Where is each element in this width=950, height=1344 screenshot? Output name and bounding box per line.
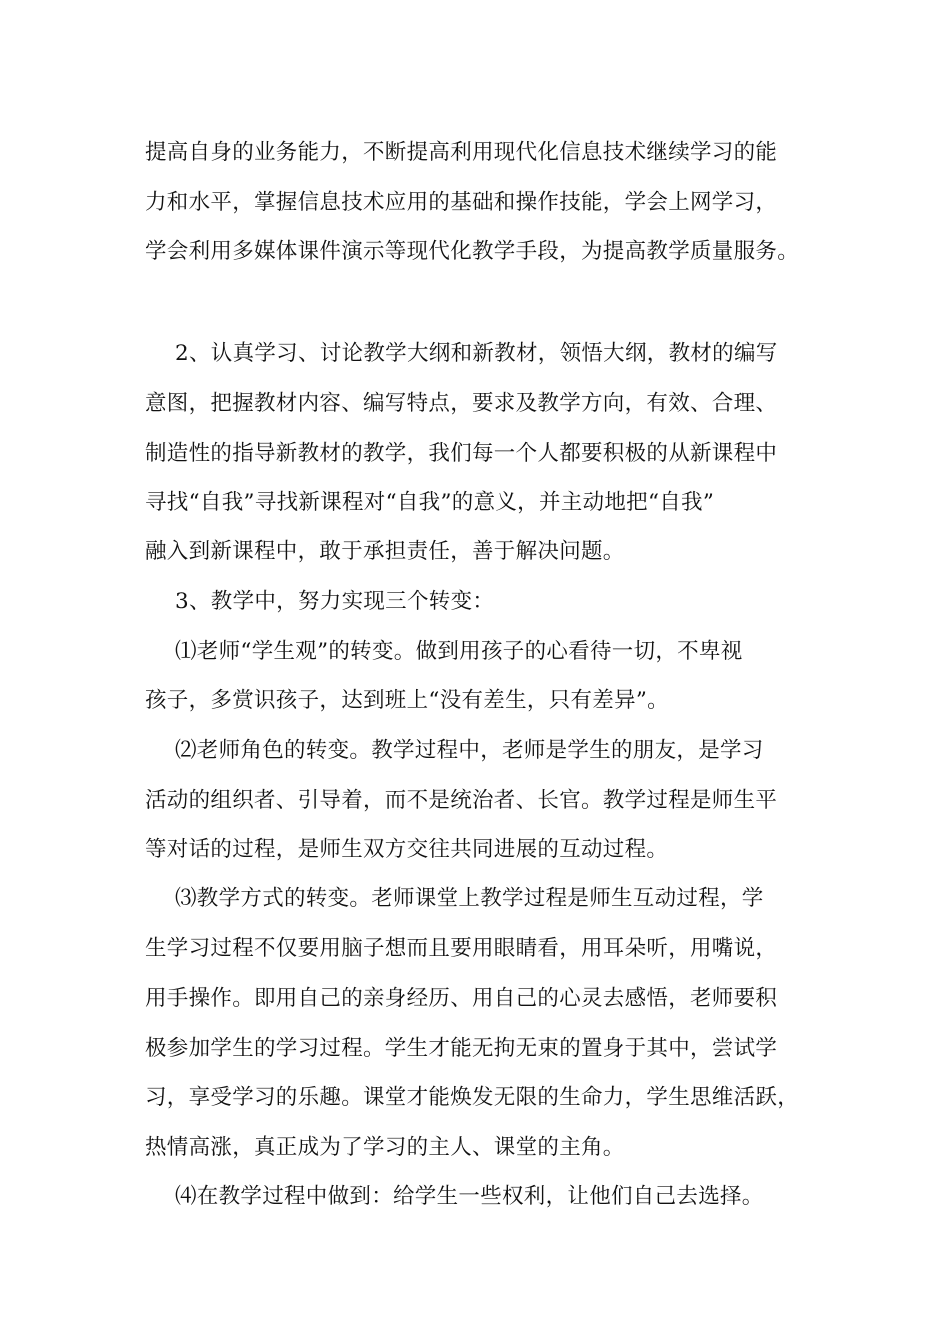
text-line: 2、认真学习、讨论教学大纲和新教材，领悟大纲，教材的编写 [175,341,778,366]
text-line: 活动的组织者、引导着，而不是统治者、长官。教学过程是师生平 [145,788,778,813]
text-line: 融入到新课程中，敢于承担责任，善于解决问题。 [145,539,625,564]
text-line: 制造性的指导新教材的教学，我们每一个人都要积极的从新课程中 [145,441,778,466]
text-line: 用手操作。即用自己的亲身经历、用自己的心灵去感悟，老师要积 [145,986,778,1011]
text-line: 热情高涨，真正成为了学习的主人、课堂的主角。 [145,1135,625,1160]
text-line: 提高自身的业务能力，不断提高利用现代化信息技术继续学习的能 [145,140,778,165]
text-line: 孩子，多赏识孩子，达到班上“没有差生，只有差异”。 [145,688,669,713]
text-line: 力和水平，掌握信息技术应用的基础和操作技能，学会上网学习， [145,190,778,215]
text-line: 极参加学生的学习过程。学生才能无拘无束的置身于其中，尝试学 [145,1036,778,1061]
text-line: 等对话的过程，是师生双方交往共同进展的互动过程。 [145,837,669,862]
text-line: 寻找“自我”寻找新课程对“自我”的意义，并主动地把“自我” [145,490,715,515]
text-line: 习，享受学习的乐趣。课堂才能焕发无限的生命力，学生思维活跃， [145,1085,800,1110]
text-line: ⑵老师角色的转变。教学过程中，老师是学生的朋友，是学习 [175,738,764,763]
text-line: ⑷在教学过程中做到：给学生一些权利，让他们自己去选择。 [175,1184,764,1209]
text-line: 学会利用多媒体课件演示等现代化教学手段，为提高教学质量服务。 [145,239,800,264]
text-line: ⑴老师“学生观”的转变。做到用孩子的心看待一切，不卑视 [175,639,743,664]
text-line: 3、教学中，努力实现三个转变： [175,589,495,614]
text-line: ⑶教学方式的转变。老师课堂上教学过程是师生互动过程，学 [175,886,764,911]
text-line: 生学习过程不仅要用脑子想而且要用眼睛看，用耳朵听，用嘴说， [145,936,778,961]
text-line: 意图，把握教材内容、编写特点，要求及教学方向，有效、合理、 [145,391,778,416]
